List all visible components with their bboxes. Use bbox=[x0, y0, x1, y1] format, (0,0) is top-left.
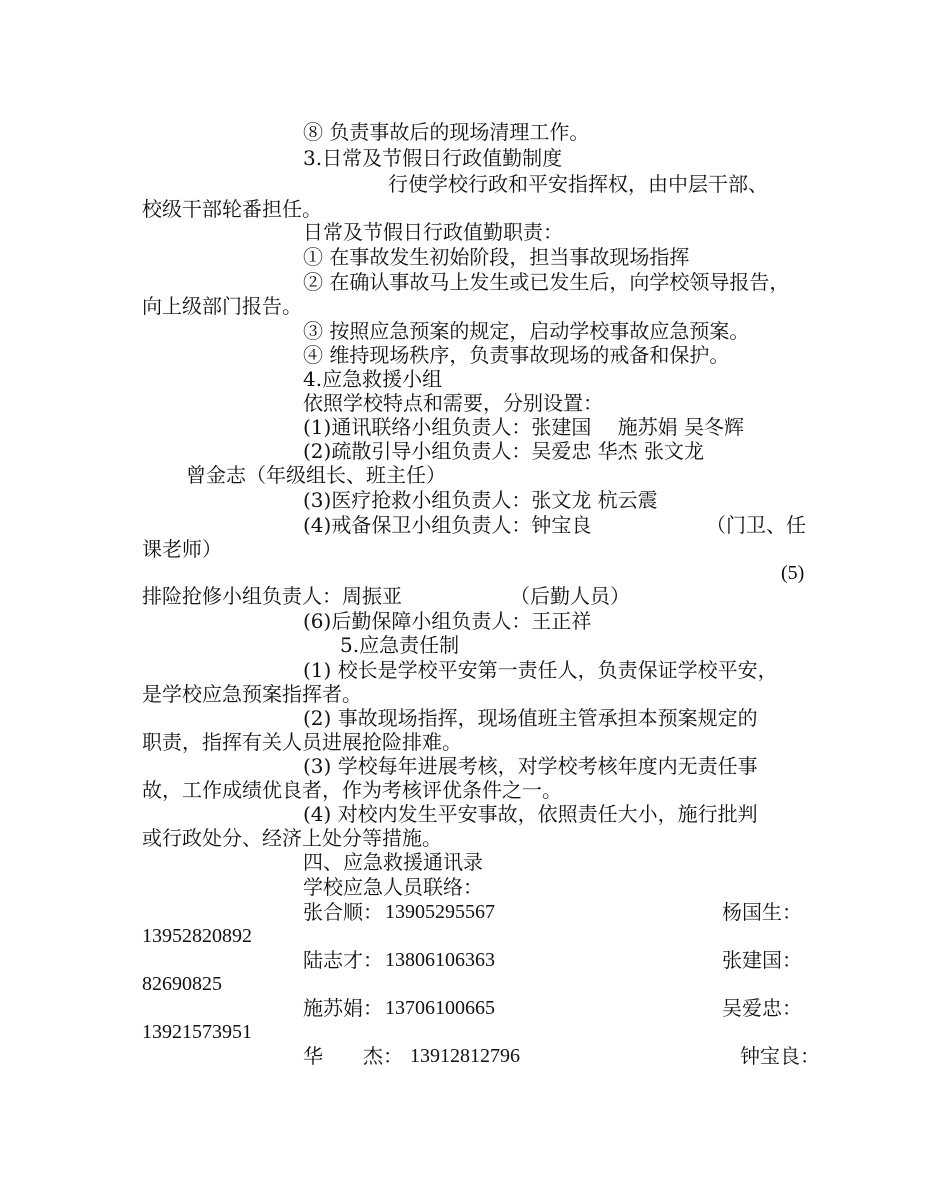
section-heading: 5.应急责任制 bbox=[340, 633, 460, 657]
text-line: （门卫、任 bbox=[706, 513, 806, 537]
contact-phone: 13806106363 bbox=[385, 949, 495, 971]
text-line: ④ 维持现场秩序，负责事故现场的戒备和保护。 bbox=[303, 343, 730, 367]
contact-name: 杨国生： bbox=[722, 900, 802, 924]
text-line: 故，工作成绩优良者，作为考核评优条件之一。 bbox=[142, 778, 562, 802]
text-line: ② 在确认事故马上发生或已发生后，向学校领导报告， bbox=[303, 270, 790, 294]
text-line: ① 在事故发生初始阶段，担当事故现场指挥 bbox=[303, 245, 690, 269]
text-line: (4) 对校内发生平安事故，依照责任大小，施行批判 bbox=[303, 802, 758, 826]
text-line: ⑧ 负责事故后的现场清理工作。 bbox=[303, 120, 590, 144]
text-line: (3) 学校每年进展考核，对学校考核年度内无责任事 bbox=[303, 754, 758, 778]
text-line: (2) 事故现场指挥，现场值班主管承担本预案规定的 bbox=[303, 706, 758, 730]
contact-name: 吴爱忠： bbox=[722, 996, 802, 1020]
text-line: (2)疏散引导小组负责人：吴爱忠 华杰 张文龙 bbox=[303, 439, 705, 463]
text-line: (1)通讯联络小组负责人：张建国 施苏娟 吴冬辉 bbox=[303, 415, 745, 439]
text-line: (6)后勤保障小组负责人：王正祥 bbox=[303, 609, 592, 633]
contact-name: 施苏娟： bbox=[303, 996, 383, 1020]
contact-phone: 13952820892 bbox=[142, 925, 252, 947]
text-line: ③ 按照应急预案的规定，启动学校事故应急预案。 bbox=[303, 319, 750, 343]
section-heading: 四、应急救援通讯录 bbox=[303, 850, 483, 874]
text-line: 或行政处分、经济上处分等措施。 bbox=[142, 826, 442, 850]
section-heading: 3.日常及节假日行政值勤制度 bbox=[303, 146, 563, 170]
contact-phone: 82690825 bbox=[142, 973, 222, 995]
contact-phone: 13921573951 bbox=[142, 1021, 252, 1043]
contact-name: 华 杰： bbox=[303, 1044, 403, 1068]
text-line: 曾金志（年级组长、班主任） bbox=[186, 463, 446, 487]
text-line: (1) 校长是学校平安第一责任人，负责保证学校平安， bbox=[303, 658, 778, 682]
contact-phone: 13912812796 bbox=[410, 1045, 520, 1067]
section-heading: 4.应急救援小组 bbox=[303, 367, 443, 391]
text-line: 职责，指挥有关人员进展抢险排难。 bbox=[142, 730, 462, 754]
text-line: (3)医疗抢救小组负责人：张文龙 杭云震 bbox=[303, 488, 658, 512]
text-line: 向上级部门报告。 bbox=[142, 294, 302, 318]
contact-name: 陆志才： bbox=[303, 948, 383, 972]
text-line: 排险抢修小组负责人：周振亚 bbox=[142, 584, 402, 608]
text-line: 课老师） bbox=[142, 537, 222, 561]
contact-name: 张合顺： bbox=[303, 900, 383, 924]
text-line: （后勤人员） bbox=[510, 584, 630, 608]
text-line: 学校应急人员联络： bbox=[303, 875, 483, 899]
text-line: (5) bbox=[781, 562, 805, 584]
contact-phone: 13706100665 bbox=[385, 997, 495, 1019]
text-line: 校级干部轮番担任。 bbox=[142, 197, 322, 221]
contact-phone: 13905295567 bbox=[385, 901, 495, 923]
contact-name: 张建国： bbox=[722, 948, 802, 972]
text-line: 日常及节假日行政值勤职责： bbox=[303, 220, 563, 244]
contact-name: 钟宝良： bbox=[740, 1044, 820, 1068]
text-line: 是学校应急预案指挥者。 bbox=[142, 682, 362, 706]
text-line: (4)戒备保卫小组负责人：钟宝良 bbox=[303, 513, 592, 537]
text-line: 依照学校特点和需要，分别设置： bbox=[303, 391, 603, 415]
text-line: 行使学校行政和平安指挥权，由中层干部、 bbox=[388, 172, 768, 196]
